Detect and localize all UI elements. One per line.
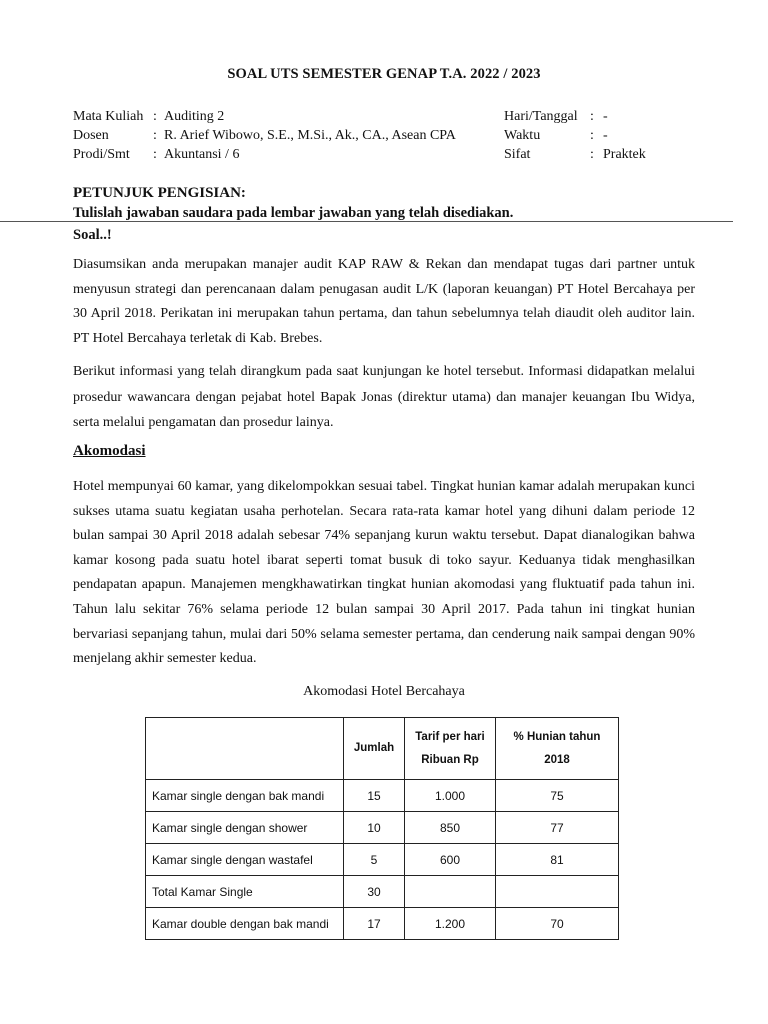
info-label: Hari/Tanggal (504, 109, 578, 124)
table-cell: 600 (405, 844, 496, 876)
table-cell: 75 (496, 780, 619, 812)
course-info (73, 107, 456, 164)
page-title: SOAL UTS SEMESTER GENAP T.A. 2022 / 2023 (227, 66, 541, 82)
exam-info (504, 107, 646, 164)
info-label: Dosen (73, 128, 109, 143)
header-line: 2018 (544, 753, 570, 766)
info-colon: : (153, 109, 157, 124)
table-cell: 17 (344, 908, 405, 940)
table-header-cell: Jumlah (344, 718, 405, 780)
header-line: Tarif per hari (415, 730, 485, 743)
info-value: Akuntansi / 6 (164, 147, 240, 162)
info-value: R. Arief Wibowo, S.E., M.Si., Ak., CA., Asean CPA (164, 128, 456, 143)
info-row-prodi (73, 145, 456, 164)
info-value: Praktek (603, 147, 646, 162)
table-header-cell (496, 718, 619, 780)
paragraph-akomodasi: Hotel mempunyai 60 kamar, yang dikelompokkan sesuai tabel. Tingkat hunian kamar adalah merupakan kunci sukses utama suatu kegiatan usaha perhotelan. Secara rata-rata kamar hotel yang dihuni dalam periode 12 bulan sampai 30 April 2018 adalah sebesar 74% sepanjang kurun waktu tersebut. Dapat dianalogikan bahwa kamar kosong pada suatu hotel ibarat seperti tomat busuk di toko sayur. Keduanya tidak menghasilkan pendapatan apapun. Manajemen mengkhawatirkan tingkat hunian akomodasi yang fluktuatif pada tahun ini. Tahun lalu sekitar 76% selama periode 12 bulan sampai 30 April 2017. Pada tahun ini tingkat hunian bervariasi sepanjang tahun, mulai dari 50% selama semester pertama, dan cenderung naik sampai dengan 90% menjelang akhir semester kedua. (73, 479, 695, 667)
info-row-sifat (504, 145, 646, 164)
table-row (146, 844, 619, 876)
table-cell: 30 (344, 876, 405, 908)
table-cell: 5 (344, 844, 405, 876)
instructions-text: Tulislah jawaban saudara pada lembar jawaban yang telah disediakan. (73, 205, 514, 221)
header-line: Ribuan Rp (421, 753, 479, 766)
table-cell: 15 (344, 780, 405, 812)
info-row-waktu (504, 126, 646, 145)
info-value: - (603, 109, 608, 124)
info-colon: : (590, 147, 594, 162)
info-label: Sifat (504, 147, 531, 162)
table-cell: Kamar single dengan wastafel (146, 844, 344, 876)
table-cell: 1.200 (405, 908, 496, 940)
info-colon: : (590, 109, 594, 124)
accommodation-table (145, 717, 619, 940)
table-header-cell (405, 718, 496, 780)
info-value: Auditing 2 (164, 109, 225, 124)
info-colon: : (590, 128, 594, 143)
table-cell (496, 876, 619, 908)
instructions-heading: PETUNJUK PENGISIAN: (73, 185, 246, 201)
table-cell: Kamar single dengan shower (146, 812, 344, 844)
table-cell: Total Kamar Single (146, 876, 344, 908)
instructions (73, 183, 513, 223)
info-row-mata-kuliah (73, 107, 456, 126)
table-cell: 77 (496, 812, 619, 844)
table-cell: Kamar double dengan bak mandi (146, 908, 344, 940)
table-cell: 81 (496, 844, 619, 876)
info-colon: : (153, 128, 157, 143)
info-colon: : (153, 147, 157, 162)
divider (0, 221, 733, 222)
table-cell: 1.000 (405, 780, 496, 812)
soal-heading: Soal..! (73, 227, 112, 243)
section-heading-akomodasi: Akomodasi (73, 443, 146, 459)
info-label: Mata Kuliah (73, 109, 144, 124)
header-line: % Hunian tahun (513, 730, 601, 743)
table-cell: 10 (344, 812, 405, 844)
table-row (146, 780, 619, 812)
info-value: - (603, 128, 608, 143)
table-row (146, 812, 619, 844)
table-cell (405, 876, 496, 908)
info-row-hari-tanggal (504, 107, 646, 126)
table-row (146, 908, 619, 940)
table-caption: Akomodasi Hotel Bercahaya (303, 684, 465, 699)
paragraph-info: Berikut informasi yang telah dirangkum pada saat kunjungan ke hotel tersebut. Informasi didapatkan melalui prosedur wawancara dengan pejabat hotel Bapak Jonas (direktur utama) dan manajer keuangan Ibu Widya, serta melalui pengamatan dan prosedur lainya. (73, 364, 695, 430)
table-cell: 70 (496, 908, 619, 940)
table-cell: Kamar single dengan bak mandi (146, 780, 344, 812)
table-header-row (146, 718, 619, 780)
paragraph-intro: Diasumsikan anda merupakan manajer audit KAP RAW & Rekan dan mendapat tugas dari partner untuk menyusun strategi dan perencanaan dalam penugasan audit L/K (laporan keuangan) PT Hotel Bercahaya per 30 April 2018. Perikatan ini merupakan tahun pertama, dan tahun sebelumnya telah diaudit oleh auditor lain. PT Hotel Bercahaya terletak di Kab. Brebes. (73, 257, 695, 346)
info-row-dosen (73, 126, 456, 145)
table-header-cell (146, 718, 344, 780)
table-row (146, 876, 619, 908)
table-cell: 850 (405, 812, 496, 844)
info-label: Waktu (504, 128, 541, 143)
info-label: Prodi/Smt (73, 147, 130, 162)
